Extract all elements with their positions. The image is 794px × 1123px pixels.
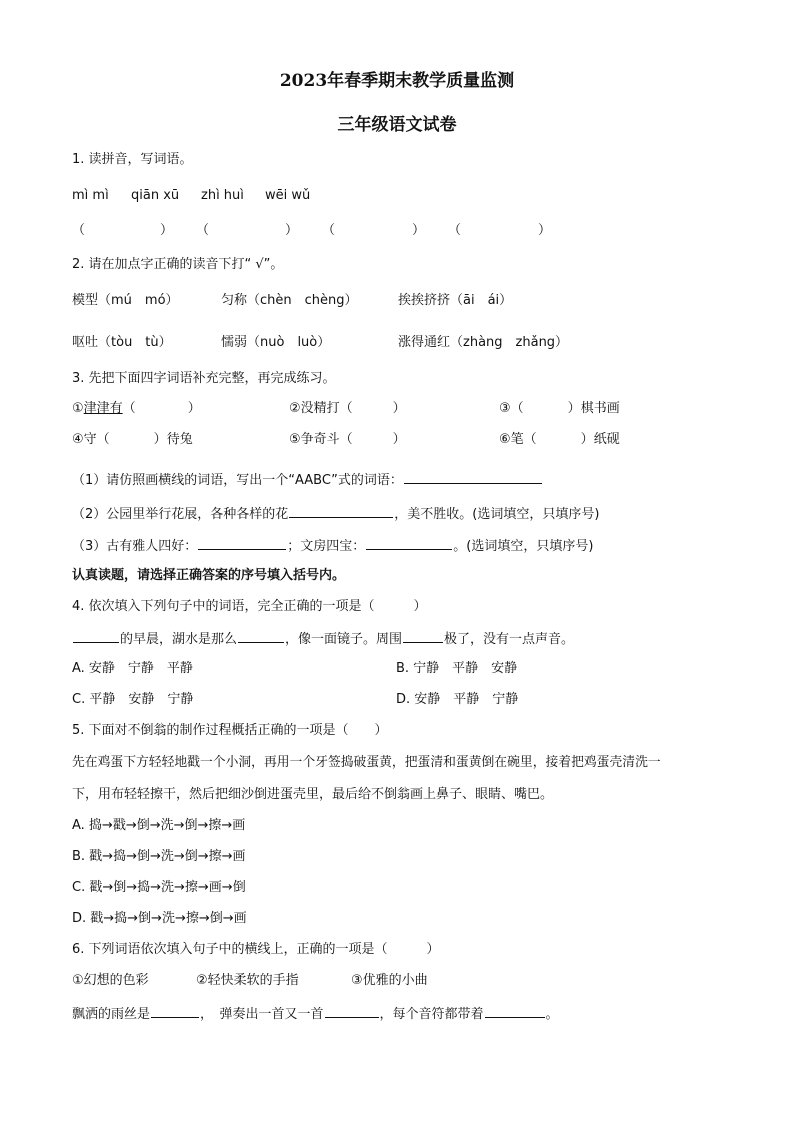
- q6-blank-3[interactable]: [485, 1004, 545, 1018]
- q2-word: 涨得通红: [398, 335, 451, 350]
- q1-pinyin-4: wēi wǔ: [265, 188, 311, 203]
- q5-option-a[interactable]: A. 捣→戳→倒→洗→倒→擦→画: [72, 818, 246, 833]
- q3-prefix: ⑤争奇斗: [289, 432, 340, 447]
- q3-item-6: [499, 431, 620, 449]
- q3-sub2: [72, 504, 599, 524]
- q3-suffix: 棋书画: [580, 401, 620, 416]
- q2-options[interactable]: （nuò luò）: [247, 335, 331, 350]
- q3-paren-close: ）: [580, 432, 594, 447]
- q2-stem: 2. 请在加点字正确的读音下打“ √”。: [72, 257, 284, 272]
- q3-sub1-text: （1）请仿照画横线的词语，写出一个“AABC”式的词语：: [72, 473, 403, 488]
- q3-sub1-blank[interactable]: [404, 470, 542, 484]
- q6-sentence-d: 。: [545, 1007, 559, 1022]
- q3-prefix: ⑥笔: [499, 432, 524, 447]
- q1-paren-close: ）: [160, 223, 174, 238]
- q6-sentence: [72, 1004, 559, 1024]
- q3-paren-open: （: [122, 401, 136, 416]
- q2-options[interactable]: （tòu tù）: [98, 335, 172, 350]
- q5-option-b[interactable]: B. 戳→捣→倒→洗→倒→擦→画: [72, 849, 246, 864]
- q2-word: 挨挨挤挤: [398, 293, 451, 308]
- q3-paren-close: ）: [392, 401, 406, 416]
- q1-pinyin-1: mì mì: [72, 188, 109, 203]
- q3-item-4: [72, 431, 193, 449]
- q1-pinyin-3: zhì huì: [201, 188, 244, 203]
- q4-option-d[interactable]: D. 安静 平静 宁静: [396, 692, 519, 707]
- q2-item-5: [221, 334, 330, 352]
- q1-paren-close: ）: [538, 223, 552, 238]
- q2-item-3: [398, 292, 512, 310]
- q2-options[interactable]: （āi ái）: [450, 293, 513, 308]
- q3-paren-open: （: [523, 432, 537, 447]
- q2-item-1: [72, 292, 179, 310]
- q6-blank-2[interactable]: [325, 1004, 379, 1018]
- q3-item-1: [72, 400, 201, 418]
- q6-sentence-b: ， 弹奏出一首又一首: [200, 1007, 324, 1022]
- q3-prefix: ①: [72, 401, 84, 416]
- q5-passage-line-2: 下，用布轻轻擦干，然后把细沙倒进蛋壳里，最后给不倒翁画上鼻子、眼睛、嘴巴。: [72, 787, 554, 802]
- q2-options[interactable]: （chèn chèng）: [247, 293, 358, 308]
- section-instruction: 认真读题，请选择正确答案的序号填入括号内。: [72, 568, 346, 583]
- q4-option-b[interactable]: B. 宁静 平静 安静: [396, 661, 518, 676]
- q3-stem: 3. 先把下面四字词语补充完整，再完成练习。: [72, 371, 336, 386]
- q5-stem: 5. 下面对不倒翁的制作过程概括正确的一项是（ ）: [72, 723, 388, 738]
- q3-item-3: [499, 400, 620, 418]
- q4-stem: 4. 依次填入下列句子中的词语，完全正确的一项是（ ）: [72, 599, 427, 614]
- q1-paren-close: ）: [412, 223, 426, 238]
- q3-sub1: [72, 470, 543, 490]
- q5-passage-line-1: 先在鸡蛋下方轻轻地戳一个小洞，再用一个牙签捣破蛋黄，把蛋清和蛋黄倒在碗里，接着把鸡蛋壳清洗一: [72, 755, 661, 770]
- q2-word: 模型: [72, 293, 99, 308]
- q3-suffix: 待兔: [166, 432, 193, 447]
- exam-title: 2023年春季期末教学质量监测: [279, 71, 515, 91]
- q2-item-6: [398, 334, 568, 352]
- q2-item-2: [221, 292, 358, 310]
- q1-paren-open: （: [322, 223, 336, 238]
- q3-prefix: ③: [499, 401, 511, 416]
- q3-sub3-text-a: （3）古有雅人四好：: [72, 539, 198, 554]
- q1-paren-open: （: [196, 223, 210, 238]
- q4-sentence: [72, 629, 574, 649]
- q3-sub3-blank-2[interactable]: [366, 536, 452, 550]
- q3-sub2-blank[interactable]: [289, 504, 393, 518]
- q6-blank-1[interactable]: [151, 1004, 199, 1018]
- q4-option-c[interactable]: C. 平静 安静 宁静: [72, 692, 194, 707]
- q5-option-c[interactable]: C. 戳→倒→捣→洗→擦→画→倒: [72, 880, 246, 895]
- q6-sentence-a: 飘洒的雨丝是: [72, 1007, 151, 1022]
- q3-paren-open: （: [510, 401, 524, 416]
- q2-word: 匀称: [221, 293, 248, 308]
- q2-options[interactable]: （zhàng zhǎng）: [450, 335, 569, 350]
- q3-underlined-word: 津津有: [83, 401, 123, 416]
- q3-suffix: 纸砚: [593, 432, 620, 447]
- q3-prefix: ②没精打: [289, 401, 340, 416]
- q6-sentence-c: ，每个音符都带着: [379, 1007, 484, 1022]
- q4-option-a[interactable]: A. 安静 宁静 平静: [72, 661, 193, 676]
- q3-item-5: [289, 431, 406, 449]
- q6-choice-3: ③优雅的小曲: [351, 973, 428, 988]
- q6-choice-1: ①幻想的色彩: [72, 973, 149, 988]
- q3-prefix: ④守: [72, 432, 97, 447]
- q3-sub2-text-a: （2）公园里举行花展，各种各样的花: [72, 507, 289, 522]
- q5-option-d[interactable]: D. 戳→捣→倒→洗→擦→倒→画: [72, 911, 247, 926]
- q2-options[interactable]: （mú mó）: [98, 293, 179, 308]
- q4-blank-1[interactable]: [73, 629, 119, 643]
- q1-paren-open: （: [72, 223, 86, 238]
- q1-paren-open: （: [448, 223, 462, 238]
- q4-blank-2[interactable]: [238, 629, 284, 643]
- q4-sentence-c: 极了，没有一点声音。: [444, 632, 575, 647]
- q3-item-2: [289, 400, 406, 418]
- q4-sentence-a: 的早晨，湖水是那么: [120, 632, 238, 647]
- q2-word: 呕吐: [72, 335, 99, 350]
- q3-sub3: [72, 536, 593, 556]
- q3-paren-close: ）: [392, 432, 406, 447]
- q3-paren-open: （: [339, 401, 353, 416]
- q3-sub2-text-b: ，美不胜收。(选词填空，只填序号): [394, 507, 600, 522]
- q4-blank-3[interactable]: [403, 629, 443, 643]
- q1-pinyin-2: qiān xū: [131, 188, 180, 203]
- q3-sub3-blank-1[interactable]: [198, 536, 286, 550]
- q3-paren-close: ）: [567, 401, 581, 416]
- q3-sub3-text-c: 。(选词填空，只填序号): [453, 539, 594, 554]
- q2-word: 懦弱: [221, 335, 248, 350]
- q3-paren-open: （: [96, 432, 110, 447]
- q1-paren-close: ）: [285, 223, 299, 238]
- q3-paren-open: （: [339, 432, 353, 447]
- q3-paren-close: ）: [187, 401, 201, 416]
- exam-subtitle: 三年级语文试卷: [337, 115, 457, 135]
- q3-paren-close: ）: [153, 432, 167, 447]
- q6-stem: 6. 下列词语依次填入句子中的横线上，正确的一项是（ ）: [72, 942, 440, 957]
- q2-item-4: [72, 334, 172, 352]
- q3-sub3-text-b: ；文房四宝：: [287, 539, 366, 554]
- q6-choice-2: ②轻快柔软的手指: [196, 973, 299, 988]
- q1-stem: 1. 读拼音，写词语。: [72, 152, 193, 167]
- q4-sentence-b: ，像一面镜子。周围: [285, 632, 403, 647]
